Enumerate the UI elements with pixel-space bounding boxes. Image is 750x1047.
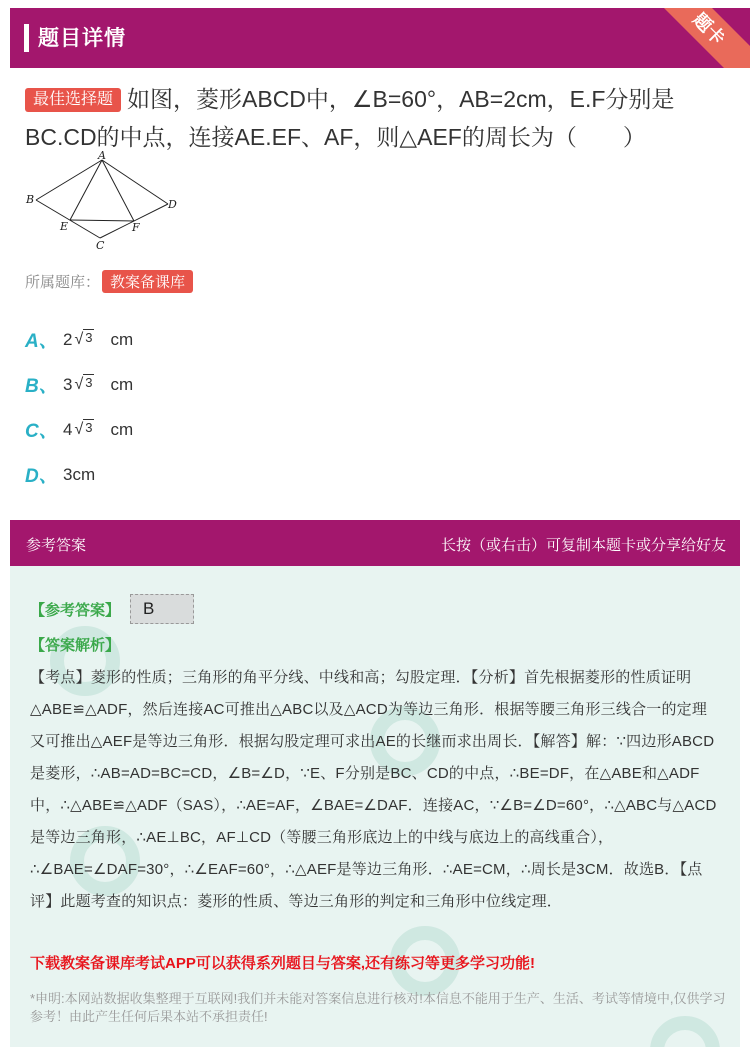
option-unit: cm [110, 329, 134, 349]
option-letter: D、 [25, 466, 58, 487]
share-hint[interactable]: 长按（或右击）可复制本题卡或分享给好友 [440, 537, 726, 554]
segment-af [102, 160, 134, 221]
answer-header-bar [10, 520, 740, 566]
disclaimer-text: *申明:本网站数据收集整理于互联网!我们并未能对答案信息进行核对!本信息不能用于生产、生活、考试等情境中,仅供学习参考！由此产生任何后果本站不承担责任! [30, 991, 726, 1024]
option-radicand: 3 [85, 420, 93, 435]
option-letter: C、 [25, 421, 58, 442]
sqrt-symbol: √ 3 [74, 330, 93, 348]
segment-ef [70, 220, 134, 221]
option-coefficient: 4 [63, 419, 73, 439]
option-coefficient: 3 [63, 374, 73, 394]
question-bank-label: 所属题库： [25, 274, 101, 291]
label-e: E [60, 220, 69, 233]
segment-ae [70, 160, 102, 220]
reference-answer-label: 【参考答案】 [30, 601, 121, 619]
option-c[interactable] [25, 416, 133, 443]
option-unit: cm [110, 419, 134, 439]
sqrt-symbol: √ 3 [74, 375, 93, 393]
edge-ab [36, 160, 102, 200]
option-coefficient: 2 [63, 329, 73, 349]
label-a: A [98, 150, 106, 162]
rhombus-figure [22, 150, 178, 250]
header-accent [24, 24, 29, 52]
option-radicand: 3 [85, 330, 93, 345]
option-radicand: 3 [85, 375, 93, 390]
label-c: C [96, 239, 105, 250]
header-bar [10, 8, 750, 68]
app-download-promo[interactable]: 下载教案备课库考试APP可以获得系列题目与答案,还有练习等更多学习功能! [30, 955, 536, 972]
option-b[interactable] [25, 371, 133, 398]
option-letter: B、 [25, 376, 58, 397]
answer-panel [10, 566, 740, 1047]
label-f: F [132, 221, 140, 234]
question-stem [25, 80, 725, 156]
option-d[interactable] [25, 461, 95, 488]
label-b: B [26, 193, 35, 206]
option-text: 3cm [63, 464, 96, 484]
edge-ad [102, 160, 168, 204]
analysis-label: 【答案解析】 [30, 637, 121, 654]
option-letter: A、 [25, 331, 58, 352]
question-card-ribbon[interactable]: 题卡 [637, 8, 750, 68]
label-d: D [168, 198, 177, 211]
sqrt-symbol: √ 3 [74, 420, 93, 438]
question-bank-row [25, 270, 193, 293]
question-text: 如图，菱形ABCD中，∠B=60°，AB=2cm，E.F分别是BC.CD的中点，连接AE.EF、AF，则△AEF的周长为（ ） [25, 86, 675, 150]
answer-section-title: 参考答案 [26, 537, 87, 554]
page-title: 题目详情 [38, 27, 126, 50]
reference-answer-value: B [130, 594, 194, 624]
question-bank-tag[interactable]: 教案备课库 [102, 270, 193, 293]
option-unit: cm [110, 374, 134, 394]
analysis-text: 【考点】菱形的性质；三角形的角平分线、中线和高；勾股定理．【分析】首先根据菱形的性质证明△ABE≌△ADF，然后连接AC可推出△ABC以及△ACD为等边三角形．根据等腰三角形三线合一的定理又可推出△AEF是等边三角形．根据勾股定理可求出AE的长继而求出周长．【解答】解：∵四边形ABCD是菱形，∴AB=AD=BC=CD，∠B=∠D，∵E、F分别是BC、CD的中点，∴BE=DF，在△ABE和△ADF中，∴△ABE≌△ADF（SAS），∴AE=AF，∠BAE=∠DAF．连接AC，∵∠B=∠D=60°，∴△ABC与△ACD是等边三角形，∴AE⊥BC，AF⊥CD（等腰三角形底边上的中线与底边上的高线重合），∴∠BAE=∠DAF=30°，∴∠EAF=60°，∴△AEF是等边三角形．∴AE=CM，∴周长是3CM．故选B．【点评】此题考查的知识点：菱形的性质、等边三角形的判定和三角形中位线定理． [30, 669, 717, 910]
reference-answer-row [30, 594, 194, 624]
option-a[interactable] [25, 326, 133, 353]
question-type-badge: 最佳选择题 [25, 88, 121, 112]
